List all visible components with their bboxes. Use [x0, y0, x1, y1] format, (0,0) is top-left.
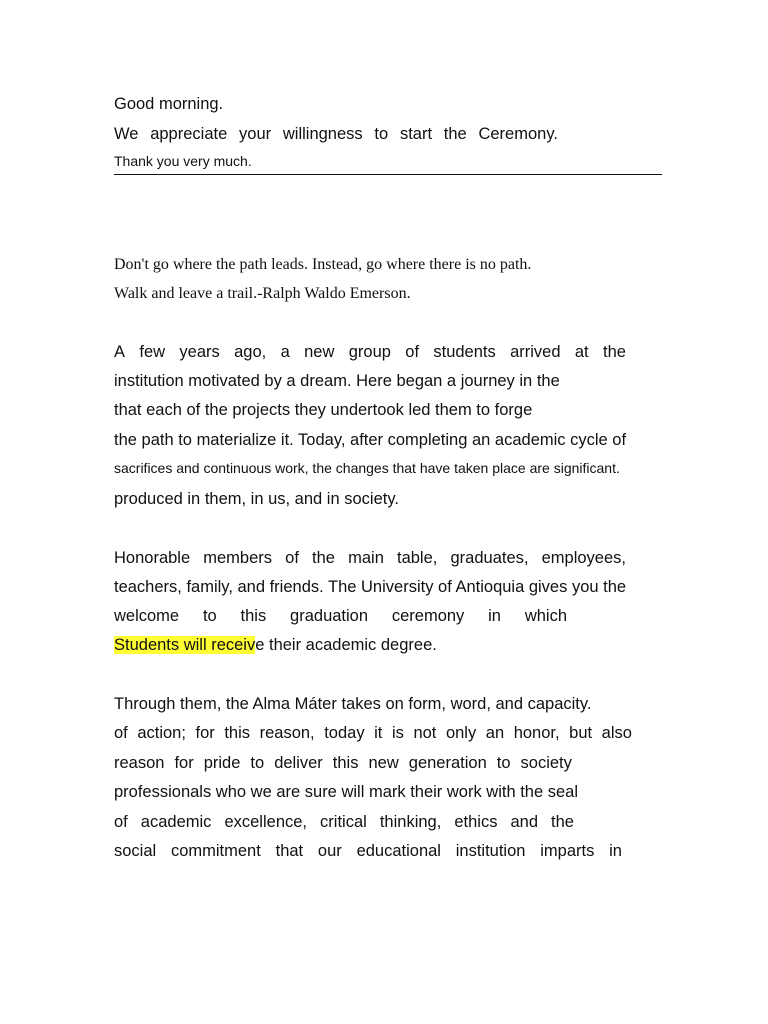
- quote-line-1: Don't go where the path leads. Instead, go where there is no path.: [114, 256, 532, 273]
- word: ago,: [234, 343, 267, 361]
- word: of: [114, 813, 128, 831]
- word: We: [114, 125, 139, 143]
- word: years: [179, 343, 220, 361]
- word: not: [413, 724, 437, 742]
- word: thinking,: [379, 813, 442, 831]
- word: action;: [137, 724, 186, 742]
- paragraph1-line-6: produced in them, in us, and in society.: [114, 490, 399, 508]
- word: our: [317, 842, 342, 860]
- word: graduation: [290, 607, 369, 625]
- horizontal-rule: [114, 174, 662, 175]
- word: to: [374, 125, 389, 143]
- word: this: [224, 724, 251, 742]
- word: institution: [455, 842, 526, 860]
- appreciation-line: [114, 126, 558, 143]
- word: for: [174, 754, 194, 772]
- word: in: [488, 607, 501, 625]
- highlighted-text: Students will receiv: [114, 636, 256, 654]
- word: only: [445, 724, 477, 742]
- word: to: [202, 607, 217, 625]
- word: critical: [320, 813, 367, 831]
- word: that: [275, 842, 304, 860]
- paragraph1-line-5: sacrifices and continuous work, the changes that have taken place are significant.: [114, 460, 620, 476]
- paragraph3-line-3: [114, 755, 572, 772]
- word: table,: [397, 549, 438, 567]
- paragraph3-line-6: [114, 843, 622, 860]
- paragraph3-line-2: [114, 725, 632, 742]
- word: in: [609, 842, 622, 860]
- word: students: [433, 343, 496, 361]
- word: educational: [356, 842, 441, 860]
- word: willingness: [282, 125, 363, 143]
- quote-line-2: Walk and leave a trail.-Ralph Waldo Emerson.: [114, 285, 411, 302]
- word: arrived: [510, 343, 561, 361]
- paragraph3-line-5: [114, 814, 574, 831]
- paragraph1-line-3: that each of the projects they undertook led them to forge: [114, 401, 533, 419]
- word: and: [510, 813, 539, 831]
- paragraph2-line-3: [114, 608, 567, 625]
- word: welcome: [114, 607, 180, 625]
- word: graduates,: [450, 549, 529, 567]
- word: A: [114, 343, 126, 361]
- word: an: [485, 724, 505, 742]
- word: appreciate: [150, 125, 228, 143]
- paragraph1-line-1: [114, 344, 626, 361]
- word: of: [405, 343, 420, 361]
- word: commitment: [170, 842, 261, 860]
- word: few: [139, 343, 166, 361]
- word: your: [239, 125, 272, 143]
- word: to: [250, 754, 265, 772]
- word: the: [602, 343, 626, 361]
- word: a: [280, 343, 290, 361]
- word: this: [240, 607, 267, 625]
- word: which: [524, 607, 567, 625]
- word: reason,: [259, 724, 315, 742]
- word: group: [348, 343, 391, 361]
- word: of: [285, 549, 299, 567]
- word: deliver: [274, 754, 323, 772]
- word: ethics: [454, 813, 498, 831]
- word: for: [195, 724, 215, 742]
- word: but: [569, 724, 593, 742]
- word: it: [374, 724, 383, 742]
- word: ceremony: [391, 607, 465, 625]
- paragraph2-line-1: [114, 550, 626, 567]
- paragraph2-line-4: [114, 637, 437, 654]
- word: Honorable: [114, 549, 191, 567]
- word: today: [324, 724, 365, 742]
- word: also: [601, 724, 632, 742]
- paragraph2-line-2: teachers, family, and friends. The University of Antioquia gives you the: [114, 578, 627, 596]
- paragraph3-line-1: Through them, the Alma Máter takes on form, word, and capacity.: [114, 695, 592, 713]
- word: at: [574, 343, 589, 361]
- word: excellence,: [224, 813, 308, 831]
- word: of: [114, 724, 128, 742]
- line-remainder: e their academic degree.: [255, 636, 437, 654]
- word: the: [443, 125, 467, 143]
- word: main: [348, 549, 384, 567]
- word: imparts: [540, 842, 595, 860]
- word: academic: [140, 813, 212, 831]
- word: generation: [408, 754, 487, 772]
- word: is: [391, 724, 404, 742]
- word: pride: [203, 754, 241, 772]
- word: this: [332, 754, 359, 772]
- word: honor,: [513, 724, 560, 742]
- word: social: [114, 842, 157, 860]
- word: the: [551, 813, 574, 831]
- paragraph1-line-4: the path to materialize it. Today, after completing an academic cycle of: [114, 431, 627, 449]
- paragraph1-line-2: institution motivated by a dream. Here began a journey in the: [114, 372, 560, 390]
- word: reason: [114, 754, 165, 772]
- greeting-line: Good morning.: [114, 95, 224, 113]
- word: society: [520, 754, 572, 772]
- thanks-line: Thank you very much.: [114, 153, 252, 169]
- word: Ceremony.: [478, 125, 558, 143]
- word: members: [203, 549, 273, 567]
- word: to: [496, 754, 511, 772]
- word: the: [312, 549, 335, 567]
- word: new: [304, 343, 335, 361]
- word: employees,: [541, 549, 626, 567]
- word: start: [399, 125, 433, 143]
- paragraph3-line-4: professionals who we are sure will mark their work with the seal: [114, 783, 579, 801]
- word: new: [368, 754, 399, 772]
